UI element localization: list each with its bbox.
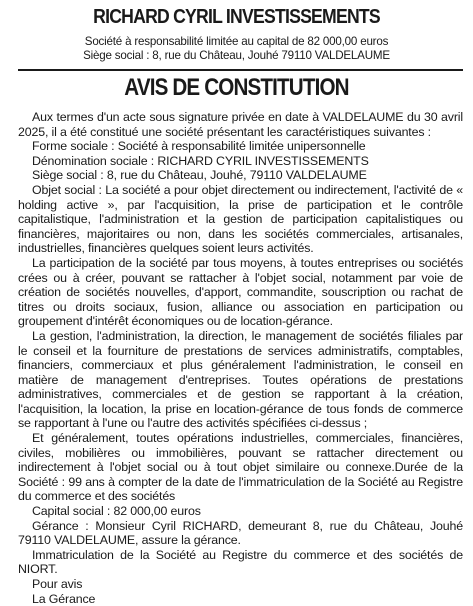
share-capital-paragraph: Capital social : 82 000,00 euros <box>32 504 201 519</box>
management-appointment-paragraph: Gérance : Monsieur Cyril RICHARD, demeurant 8, rue du Château, Jouhé 79110 VALDELAUME, assure la gérance. <box>18 518 463 548</box>
head-office-paragraph: Siège social : 8, rue du Château, Jouhé, 79110 VALDELAUME <box>32 168 367 183</box>
legal-form-line: Société à responsabilité limitée au capital de 82 000,00 euros <box>84 35 389 48</box>
head-office-line: Siège social : 8, rue du Château, Jouhé 79110 VALDELAUME <box>83 49 390 62</box>
company-name-paragraph: Dénomination sociale : RICHARD CYRIL INVESTISSEMENTS <box>32 153 369 168</box>
legal-form-paragraph: Forme sociale : Société à responsabilité limitée unipersonnelle <box>32 139 366 154</box>
company-name: RICHARD CYRIL INVESTISSEMENTS <box>93 5 380 28</box>
intro-paragraph: Aux termes d'un acte sous signature privée en date à VALDELAUME du 30 avril 2025, il a été constitué une société présentant les caractéristiques suivantes : <box>18 110 463 139</box>
participation-paragraph: La participation de la société par tous moyens, à toutes entreprises ou sociétés crées ou à créer, pouvant se rattacher à l'objet social, notamment par voie de création de sociétés nouvelles, d'apport, commandite, souscription ou rachat de titres ou droits sociaux, fusion, alliance ou association en participation ou groupement d'intérêt économiques ou de location-gérance. <box>18 255 463 329</box>
notice-title: AVIS DE CONSTITUTION <box>124 74 349 101</box>
registration-paragraph: Immatriculation de la Société au Registre du commerce et des sociétés de NIORT. <box>18 547 463 577</box>
divider <box>18 69 463 71</box>
pour-avis-line: Pour avis <box>32 577 83 591</box>
signature-line: La Gérance <box>32 591 96 606</box>
notice-body <box>18 110 463 606</box>
management-paragraph: La gestion, l'administration, la direction, le management de sociétés filiales par le conseil et la fourniture de prestations de services administratifs, comptables, financiers, commerciaux et plus généralement l'administration, le conseil en matière de management d'entreprises. Toutes opérations de prestations administratives, commerciales et de gestion se rapportant à la création, l'acquisition, la location, la prise en location-gérance de tous fonds de commerce se rapportant à l'une ou l'autre des activités spécifiées ci-dessus ; <box>18 328 463 431</box>
corporate-purpose-paragraph: Objet social : La société a pour objet directement ou indirectement, l'activité de « holding active », par l'acquisition, la prise de participation et le contrôle capitalistique, l'administration et la gestion de participation capitalistiques ou financières, majoritaires ou non, dans les sociétés commerciales, artisanales, industrielles, financières quelques soient leurs activités. <box>18 182 463 256</box>
general-operations-paragraph: Et généralement, toutes opérations industrielles, commerciales, financières, civiles, mobilières ou immobilières, pouvant se rattacher directement ou indirectement à l'objet social ou à tout objet similaire ou connexe.Durée de la Société : 99 ans à compter de la date de l'immatriculation de la Société au Registre du commerce et des sociétés <box>18 431 463 504</box>
